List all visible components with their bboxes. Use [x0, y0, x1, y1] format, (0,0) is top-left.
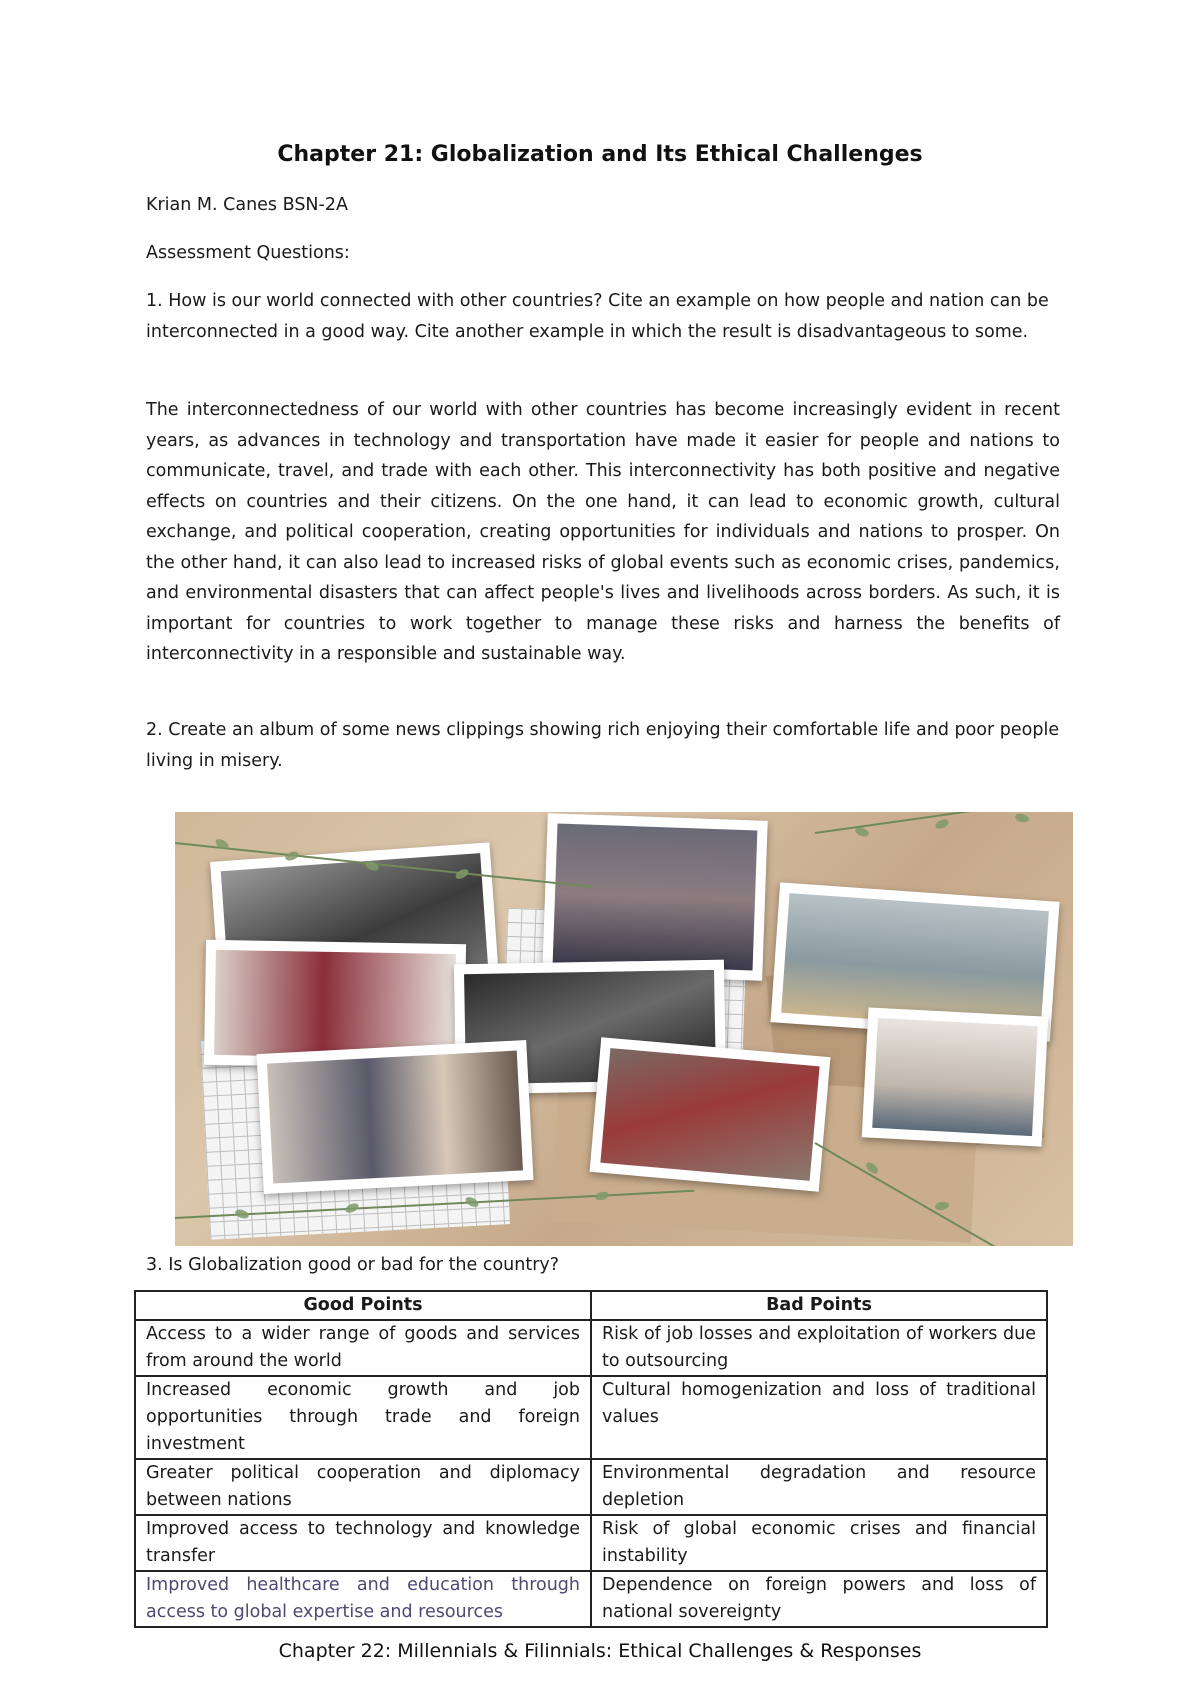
question-1: 1. How is our world connected with other countries? Cite an example on how people and nation can be interconnected in a good way. Cite another example in which the result is disadvantageous to some.: [146, 291, 1049, 342]
page-footer: Chapter 22: Millennials & Filinnials: Ethical Challenges & Responses: [278, 1640, 922, 1662]
good-point-cell: Greater political cooperation and diplomacy between nations: [135, 1459, 591, 1515]
bad-point-cell: Risk of job losses and exploitation of workers due to outsourcing: [591, 1320, 1047, 1376]
photo-homeless-giving: [542, 813, 767, 981]
header-good-points: Good Points: [135, 1291, 591, 1320]
leaf: [1014, 812, 1030, 823]
author-line: Krian M. Canes BSN-2A: [146, 195, 348, 215]
news-clippings-collage: [175, 812, 1073, 1246]
photo-rich-man-money: [862, 1007, 1049, 1146]
question-3: 3. Is Globalization good or bad for the country?: [146, 1255, 560, 1275]
bad-point-cell: Risk of global economic crises and financial instability: [591, 1515, 1047, 1571]
table-row: [135, 1571, 1047, 1627]
good-point-cell: Improved healthcare and education through access to global expertise and resources: [135, 1571, 591, 1627]
table-header-row: [135, 1291, 1047, 1320]
photo-city-street: [590, 1037, 831, 1192]
good-point-cell: Increased economic growth and job opportunities through trade and foreign investment: [135, 1376, 591, 1459]
section-heading: Assessment Questions:: [146, 243, 350, 263]
table-row: [135, 1376, 1047, 1459]
good-bad-table: [134, 1290, 1048, 1628]
table-row: [135, 1515, 1047, 1571]
table-row: [135, 1459, 1047, 1515]
bad-point-cell: Cultural homogenization and loss of traditional values: [591, 1376, 1047, 1459]
table-row: [135, 1320, 1047, 1376]
header-bad-points: Bad Points: [591, 1291, 1047, 1320]
question-2: 2. Create an album of some news clippings showing rich enjoying their comfortable life and poor people living in misery.: [146, 720, 1060, 771]
photo-couple-shopping: [257, 1040, 534, 1194]
good-point-cell: Improved access to technology and knowledge transfer: [135, 1515, 591, 1571]
bad-point-cell: Dependence on foreign powers and loss of national sovereignty: [591, 1571, 1047, 1627]
page-title: Chapter 21: Globalization and Its Ethical Challenges: [277, 142, 923, 167]
leaf: [934, 817, 950, 830]
bad-point-cell: Environmental degradation and resource depletion: [591, 1459, 1047, 1515]
answer-1: The interconnectedness of our world with other countries has become increasingly evident in recent years, as advances in technology and transportation have made it easier for people and nations to communicate, travel, and trade with each other. This interconnectivity has both positive and negative effects on countries and their citizens. On the one hand, it can lead to economic growth, cultural exchange, and political cooperation, creating opportunities for individuals and nations to prosper. On the other hand, it can also lead to increased risks of global events such as economic crises, pandemics, and environmental disasters that can affect people's lives and livelihoods across borders. As such, it is important for countries to work together to manage these risks and harness the benefits of interconnectivity in a responsible and sustainable way.: [146, 400, 1060, 664]
leaf: [854, 826, 870, 838]
good-point-cell: Access to a wider range of goods and services from around the world: [135, 1320, 591, 1376]
